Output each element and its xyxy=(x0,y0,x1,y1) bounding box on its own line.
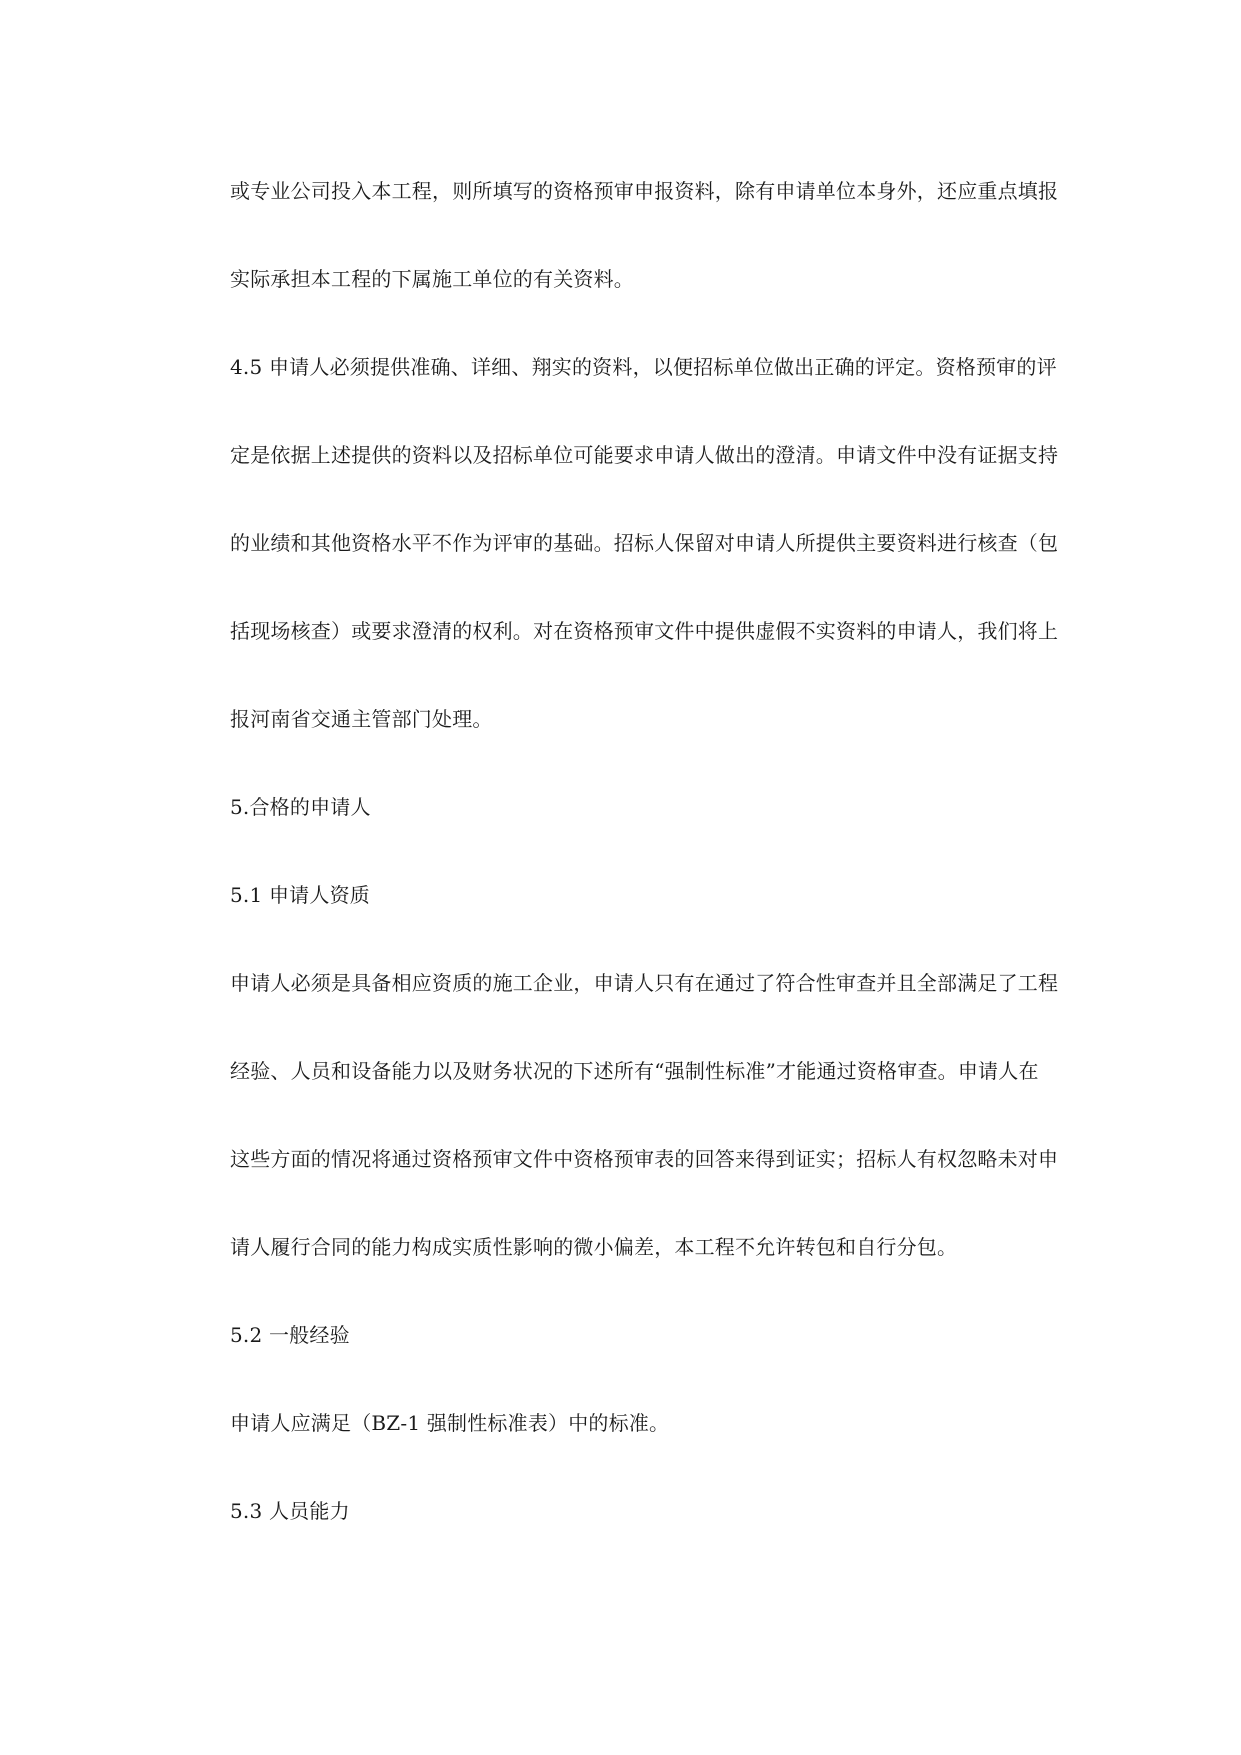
paragraph-line: 实际承担本工程的下属施工单位的有关资料。 xyxy=(230,267,634,291)
paragraph-line: 4.5 申请人必须提供准确、详细、翔实的资料，以便招标单位做出正确的评定。资格预审的评 xyxy=(230,355,1057,379)
paragraph-line: 请人履行合同的能力构成实质性影响的微小偏差，本工程不允许转包和自行分包。 xyxy=(230,1235,958,1259)
subsection-heading: 5.3 人员能力 xyxy=(230,1499,350,1523)
paragraph-line: 或专业公司投入本工程，则所填写的资格预审申报资料，除有申请单位本身外，还应重点填报 xyxy=(230,179,1059,203)
paragraph-line: 申请人必须是具备相应资质的施工企业，申请人只有在通过了符合性审查并且全部满足了工程 xyxy=(230,971,1059,995)
paragraph-line: 经验、人员和设备能力以及财务状况的下述所有“强制性标准”才能通过资格审查。申请人在 xyxy=(230,1059,1039,1083)
paragraph-line: 定是依据上述提供的资料以及招标单位可能要求申请人做出的澄清。申请文件中没有证据支持 xyxy=(230,443,1059,467)
subsection-heading: 5.1 申请人资质 xyxy=(230,883,370,907)
subsection-heading: 5.2 一般经验 xyxy=(230,1323,350,1347)
paragraph-line: 申请人应满足（BZ-1 强制性标准表）中的标准。 xyxy=(230,1411,670,1435)
paragraph-line: 括现场核查）或要求澄清的权利。对在资格预审文件中提供虚假不实资料的申请人，我们将上 xyxy=(230,619,1059,643)
paragraph-line: 的业绩和其他资格水平不作为评审的基础。招标人保留对申请人所提供主要资料进行核查（包 xyxy=(230,531,1059,555)
paragraph-line: 报河南省交通主管部门处理。 xyxy=(230,707,493,731)
paragraph-line: 这些方面的情况将通过资格预审文件中资格预审表的回答来得到证实；招标人有权忽略未对申 xyxy=(230,1147,1059,1171)
section-heading: 5.合格的申请人 xyxy=(230,795,371,819)
